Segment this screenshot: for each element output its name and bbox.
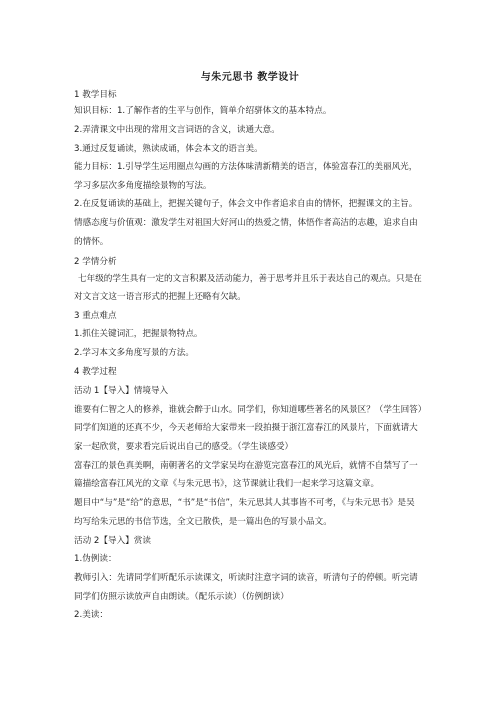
paragraph-line: 谁要有仁智之人的修养，谁就会醉于山水。同学们，你知道哪些著名的风景区？（学生回答） bbox=[74, 405, 427, 415]
paragraph-line: 2.学习本文多角度写景的方法。 bbox=[74, 348, 194, 358]
paragraph-line: 1.伪例读： bbox=[74, 554, 117, 564]
paragraph-line: 3.通过反复诵读，熟读成诵，体会本文的语言美。 bbox=[74, 144, 263, 154]
activity-heading: 活动 2【导入】赏读 bbox=[74, 536, 151, 546]
paragraph-line: 学习多层次多角度描绘景物的写法。 bbox=[74, 181, 212, 191]
heading-key-points: 3 重点难点 bbox=[74, 311, 117, 321]
paragraph-line: 富春江的景色真美啊，南朝著名的文学家吴均在游览完富春江的风光后，就情不自禁写了一 bbox=[74, 461, 418, 471]
paragraph-line: 七年级的学生具有一定的文言积累及活动能力，善于思考并且乐于表达自己的观点。只是在 bbox=[78, 274, 422, 284]
paragraph-line: 对文言文这一语言形式的把握上还略有欠缺。 bbox=[74, 292, 246, 302]
paragraph-line: 情感态度与价值观：激发学生对祖国大好河山的热爱之情，体悟作者高洁的志趣，追求自由 bbox=[74, 218, 418, 228]
paragraph-line: 同学们知道的还真不少，今天老师给大家带来一段拍摄于浙江富春江的风景片，下面就请大 bbox=[74, 423, 418, 433]
paragraph-line: 2.美读： bbox=[74, 610, 108, 620]
paragraph-line: 同学们仿照示读放声自由朗读。（配乐示读）（仿例朗读） bbox=[74, 592, 289, 602]
heading-teaching-goals: 1 教学目标 bbox=[74, 90, 117, 100]
paragraph-line: 教师引入：先请同学们听配乐示读课文，听读时注意字词的读音，听清句子的停顿。听完请 bbox=[74, 573, 418, 583]
heading-teaching-process: 4 教学过程 bbox=[74, 367, 117, 377]
paragraph-line: 均写给朱元思的书信节选，全文已散佚，是一篇出色的写景小品文。 bbox=[74, 517, 332, 527]
heading-learner-analysis: 2 学情分析 bbox=[74, 257, 117, 267]
paragraph-line: 能力目标：1.引导学生运用圈点勾画的方法体味清新精美的语言，体验富春江的美丽风光， bbox=[74, 162, 418, 172]
document-title: 与朱元思书 教学设计 bbox=[200, 72, 300, 83]
activity-heading: 活动 1【导入】情境导入 bbox=[74, 386, 169, 396]
paragraph-line: 的情怀。 bbox=[74, 237, 109, 247]
paragraph-line: 2.在反复诵读的基础上，把握关键句子，体会文中作者追求自由的情怀，把握课文的主旨。 bbox=[74, 199, 418, 209]
paragraph-line: 2.弄清课文中出现的常用文言词语的含义，读通大意。 bbox=[74, 125, 280, 135]
paragraph-line: 题目中“与”是“给”的意思，“书”是“书信”，朱元思其人其事皆不可考，《与朱元思书》是吴 bbox=[74, 498, 415, 508]
paragraph-line: 家一起欣赏，要求看完后说出自己的感受。（学生谈感受） bbox=[74, 442, 294, 452]
paragraph-line: 1.抓住关键词汇，把握景物特点。 bbox=[74, 329, 203, 339]
paragraph-line: 知识目标：1.了解作者的生平与创作，简单介绍骈体文的基本特点。 bbox=[74, 106, 332, 116]
paragraph-line: 篇描绘富春江风光的文章《与朱元思书》，这节课就让我们一起来学习这篇文章。 bbox=[74, 479, 380, 489]
